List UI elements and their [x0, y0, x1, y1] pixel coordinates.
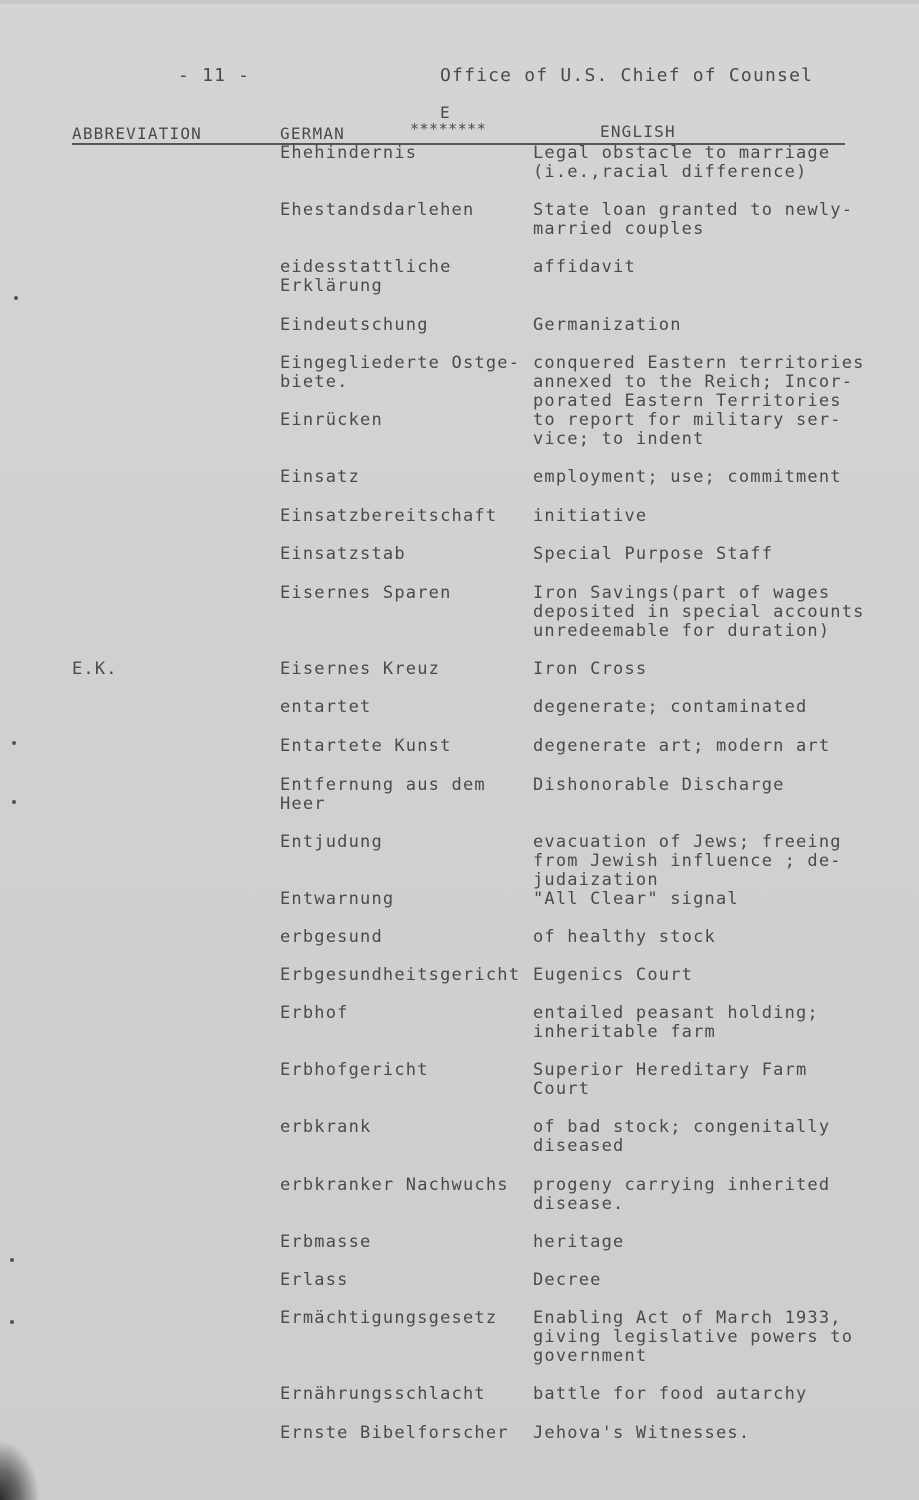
- english-definition-line: affidavit: [533, 257, 636, 277]
- english-definition-line: degenerate; contaminated: [533, 697, 808, 717]
- german-term: Eingegliederte Ostge-: [280, 353, 521, 373]
- english-definition-line: vice; to indent: [533, 429, 705, 449]
- english-definition-line: diseased: [533, 1136, 625, 1156]
- english-definition-line: progeny carrying inherited: [533, 1175, 831, 1195]
- english-definition-line: judaization: [533, 870, 659, 890]
- german-term: Erbmasse: [280, 1232, 372, 1252]
- english-definition-line: Superior Hereditary Farm: [533, 1060, 808, 1080]
- office-heading: Office of U.S. Chief of Counsel: [440, 65, 814, 86]
- german-term: Einrücken: [280, 410, 383, 430]
- english-definition-line: (i.e.,racial difference): [533, 162, 808, 182]
- german-term: Einsatzbereitschaft: [280, 506, 498, 526]
- german-term: Ernährungsschlacht: [280, 1384, 486, 1404]
- english-definition-line: degenerate art; modern art: [533, 736, 831, 756]
- column-header-abbreviation: ABBREVIATION: [72, 124, 202, 143]
- margin-speck: [12, 800, 16, 804]
- english-definition-line: Legal obstacle to marriage: [533, 143, 831, 163]
- english-definition-line: Iron Cross: [533, 659, 648, 679]
- german-term: Einsatzstab: [280, 544, 406, 564]
- english-definition-line: Court: [533, 1079, 591, 1099]
- page-number: - 11 -: [178, 65, 251, 86]
- german-term: Ermächtigungsgesetz: [280, 1308, 498, 1328]
- english-definition-line: inheritable farm: [533, 1022, 716, 1042]
- english-definition-line: porated Eastern Territories: [533, 391, 842, 411]
- abbreviation: E.K.: [72, 659, 118, 679]
- english-definition-line: annexed to the Reich; Incor-: [533, 372, 854, 392]
- english-definition-line: government: [533, 1346, 648, 1366]
- english-definition-line: of healthy stock: [533, 927, 716, 947]
- german-term: Eisernes Sparen: [280, 583, 452, 603]
- german-term: Ehestandsdarlehen: [280, 200, 475, 220]
- german-term: Eindeutschung: [280, 315, 429, 335]
- english-definition-line: evacuation of Jews; freeing: [533, 832, 842, 852]
- english-definition-line: Special Purpose Staff: [533, 544, 774, 564]
- german-term: erbkrank: [280, 1117, 372, 1137]
- english-definition-line: disease.: [533, 1194, 625, 1214]
- german-term: Einsatz: [280, 467, 361, 487]
- german-term: entartet: [280, 697, 372, 717]
- german-term: erbgesund: [280, 927, 383, 947]
- column-header-english: ENGLISH: [600, 122, 676, 141]
- column-header-german: GERMAN: [280, 124, 345, 143]
- german-term: Erbgesundheitsgericht: [280, 965, 521, 985]
- german-term: eidesstattliche: [280, 257, 452, 277]
- english-definition-line: Enabling Act of March 1933,: [533, 1308, 842, 1328]
- english-definition-line: married couples: [533, 219, 705, 239]
- english-definition-line: of bad stock; congenitally: [533, 1117, 831, 1137]
- english-definition-line: to report for military ser-: [533, 410, 842, 430]
- english-definition-line: heritage: [533, 1232, 625, 1252]
- english-definition-line: Iron Savings(part of wages: [533, 583, 831, 603]
- margin-speck: [10, 1258, 14, 1262]
- german-term: Erbhofgericht: [280, 1060, 429, 1080]
- german-term: Erbhof: [280, 1003, 349, 1023]
- margin-speck: [10, 1320, 14, 1324]
- margin-speck: [12, 741, 16, 745]
- page-top-edge: [0, 0, 919, 4]
- section-letter: E: [440, 103, 451, 122]
- english-definition-line: Jehova's Witnesses.: [533, 1423, 751, 1443]
- german-term: Erlass: [280, 1270, 349, 1290]
- english-definition-line: initiative: [533, 506, 648, 526]
- english-definition-line: unredeemable for duration): [533, 621, 831, 641]
- german-term: Eisernes Kreuz: [280, 659, 441, 679]
- english-definition-line: Eugenics Court: [533, 965, 694, 985]
- english-definition-line: entailed peasant holding;: [533, 1003, 819, 1023]
- section-stars: ********: [410, 120, 487, 138]
- english-definition-line: from Jewish influence ; de-: [533, 851, 842, 871]
- english-definition-line: Dishonorable Discharge: [533, 775, 785, 795]
- english-definition-line: Decree: [533, 1270, 602, 1290]
- english-definition-line: deposited in special accounts: [533, 602, 865, 622]
- scan-edge-shadow: [0, 1440, 40, 1500]
- english-definition-line: employment; use; commitment: [533, 467, 842, 487]
- german-term: Entfernung aus dem: [280, 775, 486, 795]
- german-term: Entartete Kunst: [280, 736, 452, 756]
- margin-speck: [14, 296, 18, 300]
- german-term-line: Erklärung: [280, 276, 383, 296]
- english-definition-line: giving legislative powers to: [533, 1327, 854, 1347]
- english-definition-line: Germanization: [533, 315, 682, 335]
- german-term: Entwarnung: [280, 889, 395, 909]
- english-definition-line: battle for food autarchy: [533, 1384, 808, 1404]
- german-term-line: Heer: [280, 794, 326, 814]
- english-definition-line: "All Clear" signal: [533, 889, 739, 909]
- german-term: Ehehindernis: [280, 143, 418, 163]
- german-term-line: biete.: [280, 372, 349, 392]
- german-term: erbkranker Nachwuchs: [280, 1175, 509, 1195]
- english-definition-line: conquered Eastern territories: [533, 353, 865, 373]
- english-definition-line: State loan granted to newly-: [533, 200, 854, 220]
- german-term: Entjudung: [280, 832, 383, 852]
- german-term: Ernste Bibelforscher: [280, 1423, 509, 1443]
